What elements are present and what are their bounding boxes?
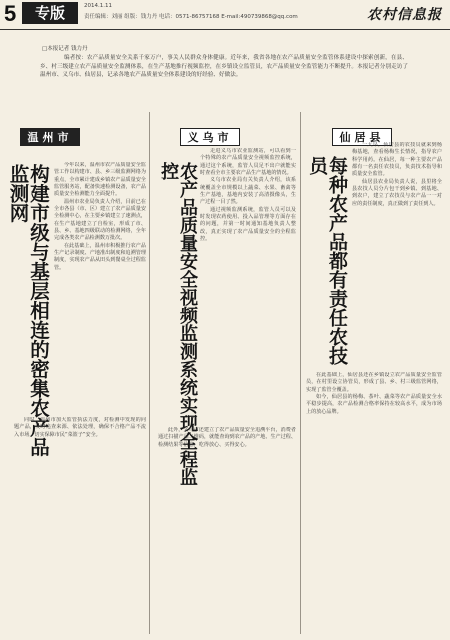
location-tag-label: 温州市 [27,131,73,144]
body-paragraph: 今年以来，温州市农产品质量安全监管工作以构建市、县、乡三级监测网络为重点，全市累计建成乡镇农产品质量安全监管服务站，配备快速检测设备，农产品质量安全检测能力全面提升。 [54,162,146,198]
body-paragraph: 在此基础上，仙居县还在乡镇设立农产品质量安全监管员，在村里设立协管员，形成了县、乡、村三级监管网络，实现了监管全覆盖。 [306,372,442,393]
article-yiwu [152,112,298,632]
article-body-continued [14,417,146,629]
body-paragraph: 通过视频监测系统，监管人员可以及时发现农药使用、投入品管理等方面存在的问题，并第一时间通知基地负责人整改，真正实现了农产品质量安全的全程监控。 [200,206,296,243]
body-paragraph: 义乌市农业局有关负责人介绍，该系统覆盖全市规模以上蔬菜、水果、畜禽等生产基地，基地内安装了高清摄像头，生产过程一目了然。 [200,177,296,206]
article-headline: 农产品质量安全视频监测系统实现全程监控 [158,162,198,486]
column-divider [149,112,150,634]
body-paragraph: 此外，义乌市还建立了农产品质量安全追溯平台，消费者通过扫描产品二维码，就能查询到农产品的产地、生产过程、检测结果等信息，吃得放心、买得安心。 [158,427,296,448]
editor-note [40,54,408,104]
section-name: 专版 [22,2,78,24]
column-divider [300,112,301,634]
article-headline: 构建市级与基层相连的密集农产品监测网 [6,164,50,457]
article-body [352,142,442,364]
reporter-byline: □本报记者 钱力丹 [42,46,88,52]
page-number: 5 [4,1,17,26]
body-paragraph: 温州市农业局负责人介绍，目前已在全市各县（市、区）建立了农产品质量安全检测中心，在主要乡镇建立了速测点，在生产基地建立了自检室，形成了市、县、乡、基地四级联动的检测网络，全年完成各类农产品检测数万批次。 [54,198,146,242]
article-body-continued [158,427,296,629]
body-paragraph: 同时，温州市加大监管执法力度，对检测中发现的问题产品，及时追查来源、依法处理，确保不合格产品不流入市场，切实保障市民“菜篮子”安全。 [14,417,146,438]
location-tag-label: 义乌市 [187,131,233,144]
location-tag-label: 仙居县 [339,131,385,144]
body-paragraph: 一大早，仙居县的农技员就来到杨梅基地，查看杨梅生长情况，指导农户科学用药。在仙居，每一种主要农产品都有一名责任农技员，负责技术指导和质量安全监管。 [352,142,442,178]
body-paragraph: 如今，仙居县的杨梅、茶叶、蔬菜等农产品质量安全水平稳步提高，农产品检测合格率保持在较高水平，成为市场上的放心品牌。 [306,394,442,415]
article-wenzhou [6,112,148,632]
location-tag [180,128,240,146]
page-masthead [0,0,450,30]
newspaper-title: 农村信息报 [367,7,442,23]
body-paragraph: 仙居县农业局负责人说，县里将全县农技人员分片包干到乡镇、到基地、到农户，建立了农技员与农产品一一对应的责任制度，真正做到了责任到人。 [352,178,442,207]
article-xianju [302,112,444,632]
article-body [200,148,296,420]
article-headline: 每种农产品都有责任农技员 [306,156,348,365]
editor-contact-line: 责任编辑：刘丽 组版：钱力丹 电话：0571-86757168 E-mail:490739868@qq.com [84,14,298,20]
article-body [54,162,146,412]
issue-date: 2014.1.11 [84,3,112,9]
article-body-continued [306,372,442,630]
body-paragraph: 走进义乌市农业监测站，可以看到一个特殊的农产品质量安全视频监控系统，通过这个系统，监管人员足不出户就能实时查看全市主要农产品生产基地的情况。 [200,148,296,177]
editor-note-text: 编者按：农产品质量安全关系千家万户，事关人民群众身体健康。近年来，我省各地在农产品质量安全监管体系建设中探索创新，在县、乡、村三级建立农产品质量安全监测体系，在生产基地推行视频监控，在乡镇设立监管员，农产品质量安全监管能力不断提升。本报记者分别走访了温州市、义乌市、仙居县，记录各地农产品质量安全体系建设的好经验、好做法。 [40,55,408,78]
location-tag [20,128,80,146]
body-paragraph: 在此基础上，温州市积极推行农产品生产记录制度、产地准出制度和追溯管理制度，实现农产品从田头到餐桌全过程监管。 [54,242,146,271]
